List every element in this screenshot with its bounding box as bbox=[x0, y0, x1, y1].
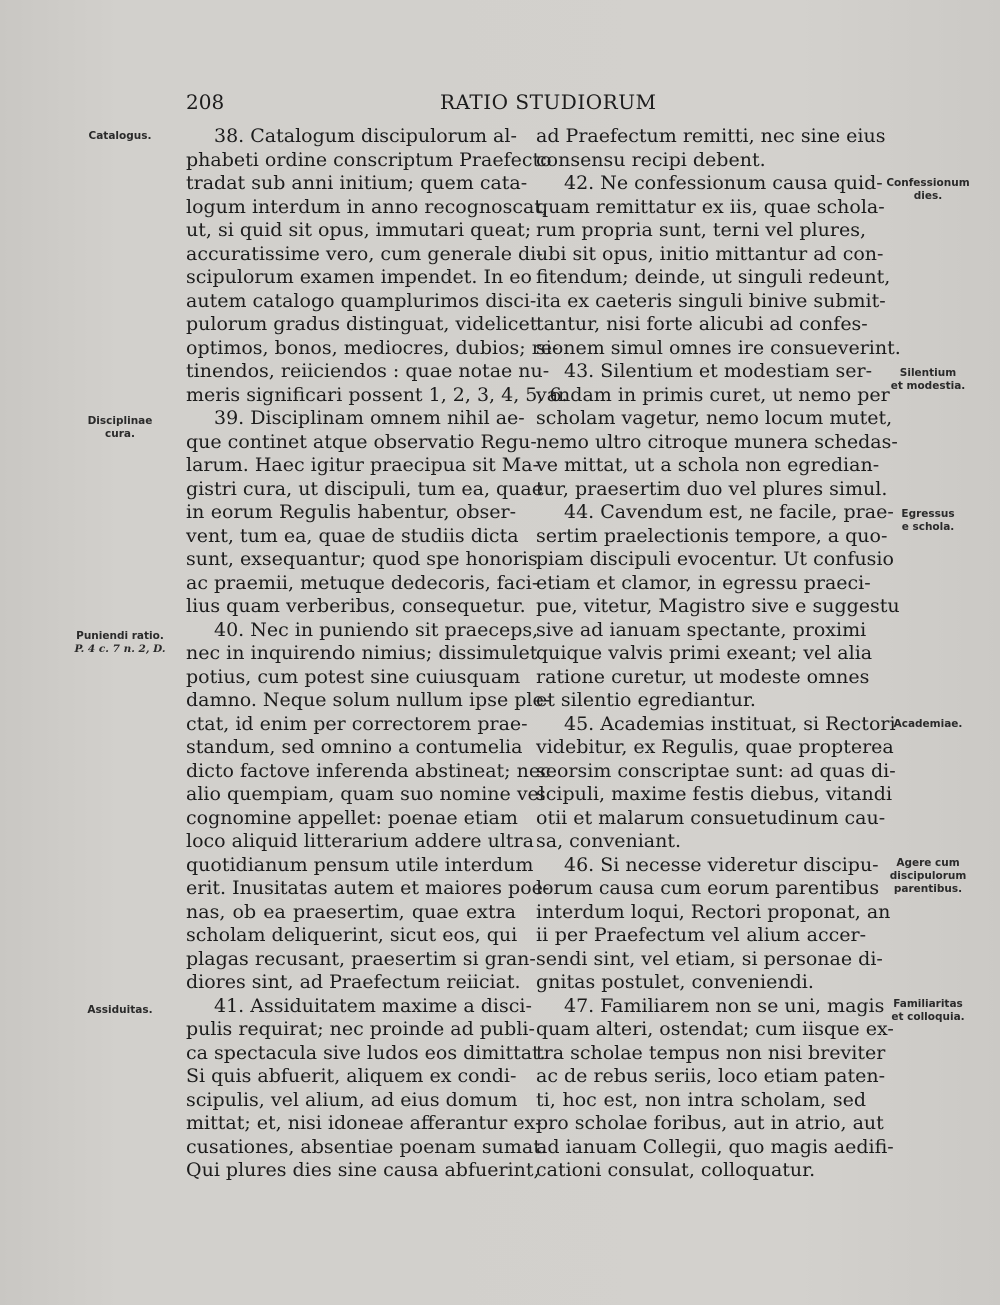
margin-note-line: Assiduitas. bbox=[87, 1004, 153, 1016]
text-line: gistri cura, ut discipuli, tum ea, quae bbox=[186, 477, 543, 500]
text-line: sa, conveniant. bbox=[536, 830, 682, 852]
margin-note-line: cura. bbox=[105, 428, 135, 440]
text-line: ti, hoc est, non intra scholam, sed bbox=[536, 1088, 866, 1111]
text-line: ad Praefectum remitti, nec sine eius bbox=[536, 125, 886, 147]
text-line: seorsim conscriptae sunt: ad quas di- bbox=[536, 759, 896, 782]
text-line: ve mittat, ut a schola non egredian- bbox=[536, 454, 880, 476]
text-line: ii per Praefectum vel alium accer- bbox=[536, 924, 866, 946]
text-line: 44. Cavendum est, ne facile, prae- bbox=[564, 501, 894, 523]
text-line: que continet atque observatio Regu- bbox=[186, 430, 537, 453]
text-line: sendi sint, vel etiam, si personae di- bbox=[536, 947, 883, 970]
text-line: cognomine appellet: poenae etiam bbox=[186, 806, 518, 829]
right-margin-note bbox=[880, 367, 976, 393]
text-line: scipulorum examen impendet. In eo bbox=[186, 266, 532, 288]
margin-note-line: dies. bbox=[913, 190, 943, 202]
left-margin-note bbox=[70, 630, 170, 656]
text-line: ca spectacula sive ludos eos dimittat. bbox=[186, 1041, 546, 1064]
text-line: quotidianum pensum utile interdum bbox=[186, 853, 534, 876]
text-line: loco aliquid litterarium addere ultra bbox=[186, 830, 534, 852]
left-margin-note bbox=[70, 1004, 170, 1017]
text-line: pulis requirat; nec proinde ad publi- bbox=[186, 1018, 535, 1040]
text-line: logum interdum in anno recognoscat, bbox=[186, 195, 548, 218]
text-line: Si quis abfuerit, aliquem ex condi- bbox=[186, 1065, 517, 1087]
text-line: lorum causa cum eorum parentibus bbox=[536, 877, 880, 899]
margin-note-line: Egressus bbox=[901, 508, 955, 520]
text-line: scipuli, maxime festis diebus, vitandi bbox=[536, 783, 893, 805]
text-line: pulorum gradus distinguat, videlicet bbox=[186, 313, 538, 335]
margin-note-line: Academiae. bbox=[893, 718, 963, 730]
text-line: pue, vitetur, Magistro sive e suggestu bbox=[536, 595, 900, 617]
right-margin-note bbox=[880, 998, 976, 1024]
text-line: ubi sit opus, initio mittantur ad con- bbox=[536, 242, 884, 265]
text-line: fitendum; deinde, ut singuli redeunt, bbox=[536, 266, 891, 288]
text-line: larum. Haec igitur praecipua sit Ma- bbox=[186, 454, 539, 476]
margin-note-line: Silentium bbox=[899, 367, 957, 379]
text-line: 45. Academias instituat, si Rectori bbox=[564, 712, 896, 735]
margin-note-line: discipulorum bbox=[889, 870, 967, 882]
text-line: interdum loqui, Rectori proponat, an bbox=[536, 900, 891, 923]
text-line: sive ad ianuam spectante, proximi bbox=[536, 618, 867, 641]
margin-note-line: Familiaritas bbox=[893, 998, 963, 1010]
text-line: pro scholae foribus, aut in atrio, aut bbox=[536, 1112, 884, 1134]
text-line: 38. Catalogum discipulorum al- bbox=[214, 125, 517, 147]
text-line: quam remittatur ex iis, quae schola- bbox=[536, 195, 885, 218]
left-margin-note bbox=[70, 130, 170, 143]
text-line: phabeti ordine conscriptum Praefecto bbox=[186, 148, 552, 171]
text-line: ratione curetur, ut modeste omnes bbox=[536, 665, 870, 688]
text-line: dicto factove inferenda abstineat; nec bbox=[186, 759, 551, 782]
text-line: alio quempiam, quam suo nomine vel bbox=[186, 783, 545, 805]
margin-note-line: Puniendi ratio. bbox=[76, 630, 164, 642]
text-line: vandam in primis curet, ut nemo per bbox=[536, 383, 890, 406]
right-margin-note bbox=[880, 718, 976, 731]
right-text-column bbox=[536, 125, 901, 1183]
text-line: tinendos, reiiciendos : quae notae nu- bbox=[186, 360, 550, 382]
margin-note-line: et colloquia. bbox=[891, 1011, 965, 1023]
text-line: optimos, bonos, mediocres, dubios; re- bbox=[186, 336, 559, 359]
text-line: damno. Neque solum nullum ipse ple- bbox=[186, 689, 551, 711]
text-line: autem catalogo quamplurimos disci- bbox=[186, 289, 537, 312]
text-line: scipulis, vel alium, ad eius domum bbox=[186, 1088, 518, 1111]
text-line: 42. Ne confessionum causa quid- bbox=[564, 172, 883, 194]
text-line: consensu recipi debent. bbox=[536, 148, 766, 171]
text-line: 47. Familiarem non se uni, magis bbox=[564, 994, 885, 1017]
margin-note-line: et modestia. bbox=[890, 380, 966, 392]
text-line: mittat; et, nisi idoneae afferantur ex- bbox=[186, 1112, 542, 1134]
text-line: piam discipuli evocentur. Ut confusio bbox=[536, 548, 894, 570]
text-line: sunt, exsequantur; quod spe honoris bbox=[186, 548, 538, 570]
margin-note-line: e schola. bbox=[901, 521, 955, 533]
text-line: gnitas postulet, conveniendi. bbox=[536, 971, 814, 993]
text-line: et silentio egrediantur. bbox=[536, 689, 756, 711]
text-line: accuratissime vero, cum generale di- bbox=[186, 242, 543, 265]
text-line: plagas recusant, praesertim si gran- bbox=[186, 947, 536, 970]
margin-note-line: Catalogus. bbox=[88, 130, 152, 142]
right-margin-note bbox=[880, 177, 976, 203]
text-line: otii et malarum consuetudinum cau- bbox=[536, 806, 886, 829]
text-line: tradat sub anni initium; quem cata- bbox=[186, 172, 528, 194]
text-line: cationi consulat, colloquatur. bbox=[536, 1159, 816, 1181]
text-line: ac de rebus seriis, loco etiam paten- bbox=[536, 1065, 886, 1087]
right-margin-note bbox=[880, 857, 976, 896]
running-title: RATIO STUDIORUM bbox=[440, 90, 657, 114]
text-line: nas, ob ea praesertim, quae extra bbox=[186, 900, 516, 923]
text-line: Qui plures dies sine causa abfuerint, bbox=[186, 1159, 540, 1181]
text-line: quique valvis primi exeant; vel alia bbox=[536, 642, 873, 664]
text-line: 39. Disciplinam omnem nihil ae- bbox=[214, 407, 525, 429]
text-line: etiam et clamor, in egressu praeci- bbox=[536, 571, 871, 594]
text-line: videbitur, ex Regulis, quae propterea bbox=[536, 736, 894, 758]
text-line: in eorum Regulis habentur, obser- bbox=[186, 501, 516, 523]
text-line: erit. Inusitatas autem et maiores poe- bbox=[186, 877, 550, 899]
left-text-column bbox=[186, 125, 568, 1183]
text-line: ut, si quid sit opus, immutari queat; bbox=[186, 219, 532, 241]
text-line: quam alteri, ostendat; cum iisque ex- bbox=[536, 1018, 894, 1040]
left-margin-note bbox=[70, 415, 170, 441]
page-number: 208 bbox=[186, 90, 225, 114]
text-line: nemo ultro citroque munera schedas- bbox=[536, 430, 898, 453]
text-line: scholam vagetur, nemo locum mutet, bbox=[536, 407, 893, 429]
margin-note-line: Agere cum bbox=[896, 857, 960, 869]
text-line: ita ex caeteris singuli binive submit- bbox=[536, 289, 886, 312]
text-line: 43. Silentium et modestiam ser- bbox=[564, 360, 873, 382]
text-line: 41. Assiduitatem maxime a disci- bbox=[214, 994, 532, 1017]
text-line: ctat, id enim per correctorem prae- bbox=[186, 712, 528, 735]
text-line: ad ianuam Collegii, quo magis aedifi- bbox=[536, 1135, 894, 1158]
text-line: 46. Si necesse videretur discipu- bbox=[564, 853, 879, 876]
text-line: sertim praelectionis tempore, a quo- bbox=[536, 524, 888, 547]
right-margin-note bbox=[880, 508, 976, 534]
margin-note-line: P. 4 c. 7 n. 2, D. bbox=[74, 643, 166, 655]
text-line: ac praemii, metuque dedecoris, faci- bbox=[186, 571, 539, 594]
text-line: potius, cum potest sine cuiusquam bbox=[186, 665, 521, 688]
text-line: nec in inquirendo nimius; dissimulet bbox=[186, 642, 538, 664]
text-line: tur, praesertim duo vel plures simul. bbox=[536, 477, 888, 500]
text-line: sionem simul omnes ire consueverint. bbox=[536, 336, 901, 359]
text-line: rum propria sunt, terni vel plures, bbox=[536, 219, 866, 241]
margin-note-line: Disciplinae bbox=[87, 415, 153, 427]
text-line: cusationes, absentiae poenam sumat. bbox=[186, 1135, 547, 1158]
text-line: tra scholae tempus non nisi breviter bbox=[536, 1041, 886, 1064]
text-line: lius quam verberibus, consequetur. bbox=[186, 595, 526, 617]
text-line: tantur, nisi forte alicubi ad confes- bbox=[536, 313, 868, 335]
text-line: scholam deliquerint, sicut eos, qui bbox=[186, 924, 518, 946]
text-line: standum, sed omnino a contumelia bbox=[186, 736, 523, 758]
margin-note-line: parentibus. bbox=[893, 883, 963, 895]
text-line: meris significari possent 1, 2, 3, 4, 5, 6. bbox=[186, 383, 568, 406]
text-line: vent, tum ea, quae de studiis dicta bbox=[186, 524, 519, 547]
margin-note-line: Confessionum bbox=[886, 177, 970, 189]
text-line: 40. Nec in puniendo sit praeceps, bbox=[214, 618, 539, 641]
text-line: diores sint, ad Praefectum reiiciat. bbox=[186, 971, 521, 993]
